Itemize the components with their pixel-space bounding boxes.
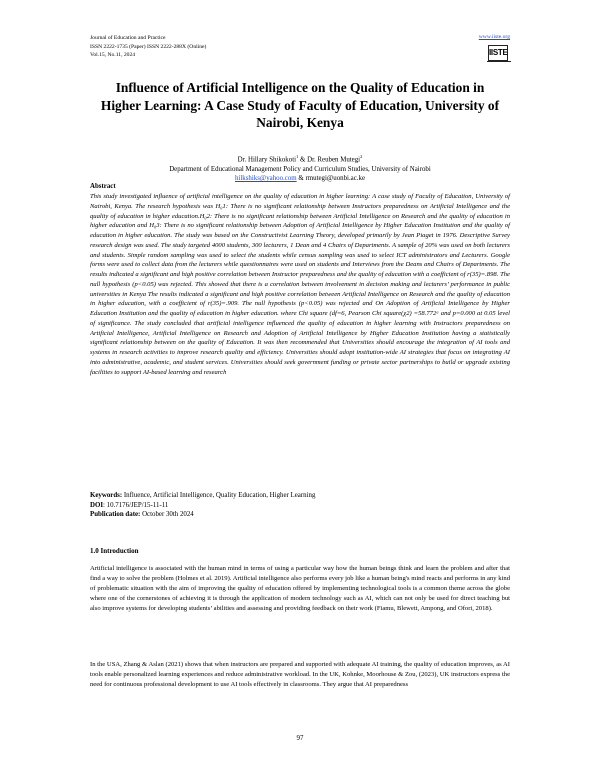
doi-label: DOI — [90, 501, 104, 509]
abstract-heading: Abstract — [90, 183, 116, 190]
intro-paragraph-1: Artificial intelligence is associated with the human mind in terms of using a particular way how the human beings think and learn the problem and after that find a way to solve the problem (Holmes et al. 2019). Artificial intelligence also performs every job like a human being's mind reacts and performs in any kind of problematic situation with the aim of improving the quality of education offered by implementing technological tools is a common theme across the globe where one of the cornerstones of achieving it is through the application of modern technology such as AI, which can not only be used for direct teaching but also improve systems for developing students’ abilities and assessing and providing feedback on their work (Fiamu, Blewett, Ampong, and Ofori, 2018). — [90, 565, 510, 612]
section-heading-introduction: 1.0 Introduction — [90, 547, 139, 555]
doi-line — [90, 501, 510, 511]
paper-title: Influence of Artificial Intelligence on the Quality of Education in Higher Learning: A Case Study of Faculty of Education, University of Nairobi, Kenya — [100, 80, 500, 131]
email-link-1[interactable]: hilkshiks@yahoo.com — [234, 175, 297, 183]
author-1: Dr. Hillary Shikokoti — [237, 156, 297, 164]
journal-issn: ISSN 2222-1735 (Paper) ISSN 2222-288X (Online) — [90, 43, 207, 50]
pubdate-line — [90, 510, 510, 520]
keywords-text: Influence, Artificial Intelligence, Quality Education, Higher Learning — [122, 492, 316, 499]
keywords-label: Keywords: — [90, 492, 123, 499]
author-names — [90, 152, 510, 165]
author-block — [90, 152, 510, 184]
author-1-sup: 1 — [296, 154, 299, 159]
page-number: 97 — [296, 735, 304, 742]
keywords-line — [90, 491, 510, 501]
metadata-block — [90, 491, 510, 520]
email-separator: & — [296, 175, 306, 183]
logo-underline — [487, 61, 511, 62]
journal-url-link[interactable]: www.iiste.org — [478, 34, 510, 40]
iiste-logo: IISTE — [488, 45, 508, 61]
pubdate-label: Publication date: — [90, 511, 141, 519]
author-2: & Dr. Reuben Mutegi — [298, 156, 361, 164]
journal-volume: Vol.15, No.11, 2024 — [90, 52, 136, 59]
intro-paragraph-2: In the USA, Zhang & Aslan (2021) shows that when instructors are prepared and supported with adequate AI training, the quality of education improves, as AI tools enable personalized learning experiences and reduce administrative workload. In the UK, Kohnke, Moorhouse & Zou, (2023), UK instructors express the need for continuous professional development to use AI tools effectively in classrooms. They argue that AI preparedness — [90, 661, 510, 688]
journal-name: Journal of Education and Practice — [90, 35, 166, 41]
author-2-sup: 2 — [360, 154, 363, 159]
pubdate-text: October 30th 2024 — [140, 511, 194, 519]
affiliation: Department of Educational Management Policy and Curriculum Studies, University of Nairobi — [169, 165, 431, 173]
email-2: rmutegi@uonbi.ac.ke — [305, 175, 366, 183]
abstract-text: This study investigated influence of artificial intelligence on the quality of education in higher learning: A case study of Faculty of Education, University of Nairobi, Kenya. The research hypothesis was H₀1: There is no significant relationship between Instructors preparedness on Artificial Intelligence and the quality of education in higher education.H₀2: There is no significant relationship between Artificial Intelligence on Research and the quality of education in higher education and H₀3: There is no significant relationship between Adoption of Artificial Intelligence by Higher Education Institution and the quality of education in higher education. The study was based on the Constructivist Learning Theory, developed primarily by Jean Piaget in 1976. Descriptive Survey research design was used. The study targeted 4000 students, 300 lecturers, 1 Dean and 4 Chairs of Departments. A sample of 20% was used on both lecturers and students. Simple random sampling was used to select the students while census sampling was used to select ICT administrators and Lecturers. Google forms were used to collect data from the lecturers while questionnaires were used on students and Interviews from the Deans and Chairs of Departments. The results indicated a significant and high positive correlation between Instructor preparedness and the quality of education with a coefficient of r(35)=.898. The null hypothesis (p<0.05) was rejected. This showed that there is a correlation between involvement in decision making and lecturers’ performance in public universities in Kenya The results indicated a significant and high positive correlation between Artificial Intelligence on Research and the quality of education in higher education, with a coefficient of r(35)=.909. The null hypothesis (p<0.05) was rejected and On Adoption of Artificial Intelligence by Higher Education Institution and the quality of education in higher education. where Chi square (df=6, Pearson Chi square(χ2) =58.772ᵃ and p=0.000 at 0.05 level of significance. The study concluded that artificial intelligence influenced the quality of education in higher learning with Instructors preparedness on Artificial Intelligence, Artificial Intelligence on Research and Adoption of Artificial Intelligence by Higher Education Institution having a statistically significant relationship between on the quality of Education. It was then recommended that Universities should encourage the integration of AI tools and systems in research activities to improve research quality and efficiency. Universities should adopt institution-wide AI strategies that focus on integrating AI into administrative, academic, and student services. Universities should seek government funding or private sector partnerships to build or upgrade existing facilities to support AI-based learning and research — [90, 193, 510, 376]
journal-header — [90, 34, 206, 60]
doi-text: : 10.7176/JEP/15-11-11 — [103, 501, 169, 509]
